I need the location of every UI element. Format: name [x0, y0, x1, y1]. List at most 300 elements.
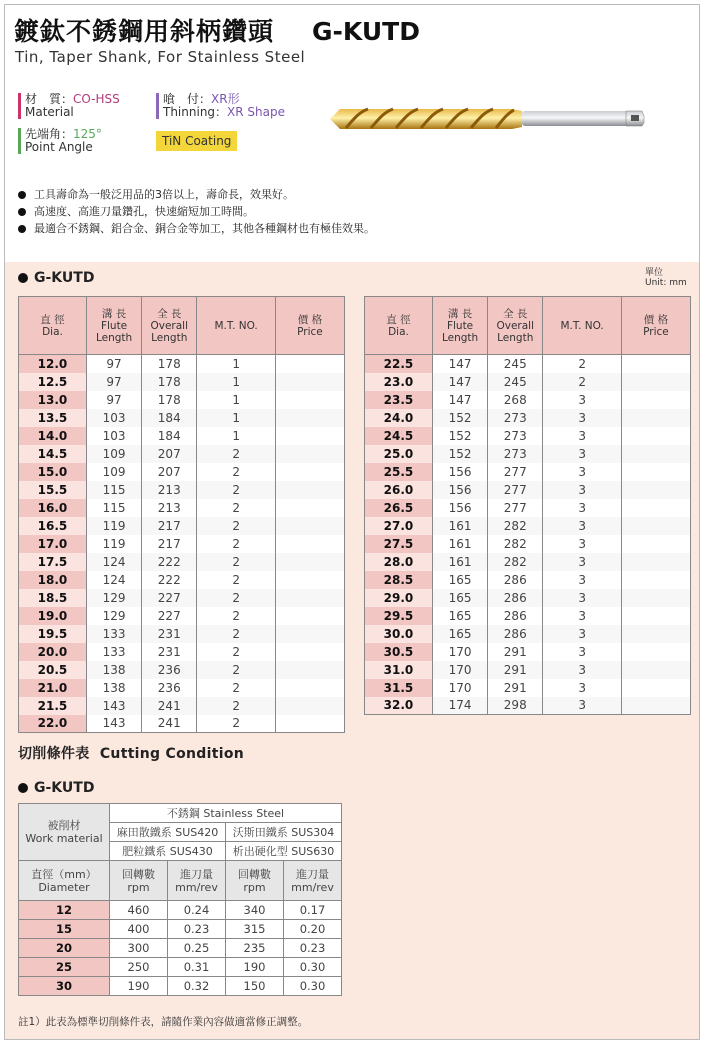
material-group: 不銹鋼 Stainless Steel [110, 804, 342, 823]
flute-length-cell: 115 [86, 481, 141, 499]
overall-length-cell: 282 [488, 535, 543, 553]
table-row [365, 625, 691, 643]
feed-cell: 0.23 [168, 920, 226, 939]
overall-length-cell: 184 [142, 427, 197, 445]
spec-point-label: 先端角： [25, 127, 74, 141]
overall-length-cell: 291 [488, 679, 543, 697]
overall-length-cell: 178 [142, 391, 197, 409]
mt-cell: 2 [543, 373, 622, 391]
table-row [19, 643, 345, 661]
overall-length-cell: 277 [488, 481, 543, 499]
rpm-cell: 235 [226, 939, 284, 958]
table-row [19, 445, 345, 463]
table-row [365, 535, 691, 553]
dia-cell: 21.0 [19, 679, 87, 697]
table-row [365, 517, 691, 535]
dia-cell: 18.0 [19, 571, 87, 589]
mt-cell: 3 [543, 409, 622, 427]
overall-length-cell: 286 [488, 589, 543, 607]
col-header-overall: 全 長 Overall Length [488, 297, 543, 355]
price-cell [275, 445, 344, 463]
mt-cell: 3 [543, 643, 622, 661]
dia-cell: 25.5 [365, 463, 433, 481]
dia-cell: 29.0 [365, 589, 433, 607]
overall-length-cell: 207 [142, 463, 197, 481]
mt-cell: 3 [543, 445, 622, 463]
price-cell [621, 481, 690, 499]
rpm-cell: 150 [226, 977, 284, 996]
diameter-cell: 12 [19, 901, 110, 920]
overall-length-cell: 282 [488, 517, 543, 535]
spec-material [18, 93, 120, 119]
material-sus430: 肥粒鐵系 SUS430 [110, 842, 226, 861]
table-row [365, 679, 691, 697]
flute-length-cell: 115 [86, 499, 141, 517]
table-row [19, 391, 345, 409]
price-cell [621, 643, 690, 661]
price-cell [275, 697, 344, 715]
mt-cell: 2 [197, 463, 276, 481]
price-cell [275, 427, 344, 445]
flute-length-cell: 152 [432, 445, 487, 463]
flute-length-cell: 161 [432, 535, 487, 553]
price-cell [275, 607, 344, 625]
table-row [19, 697, 345, 715]
price-cell [275, 625, 344, 643]
flute-length-cell: 103 [86, 427, 141, 445]
table-row [19, 409, 345, 427]
flute-length-cell: 156 [432, 499, 487, 517]
overall-length-cell: 178 [142, 373, 197, 391]
flute-length-cell: 97 [86, 355, 141, 373]
dia-cell: 25.0 [365, 445, 433, 463]
dia-cell: 26.5 [365, 499, 433, 517]
dia-cell: 24.5 [365, 427, 433, 445]
dia-cell: 17.5 [19, 553, 87, 571]
feature-item: 工具壽命為一般泛用品的3倍以上，壽命長，效果好。 [18, 186, 375, 203]
table-row [365, 571, 691, 589]
overall-length-cell: 217 [142, 535, 197, 553]
spec-thinning-value: XR形 [211, 92, 240, 106]
col-header-price: 價 格 Price [275, 297, 344, 355]
table-row [365, 697, 691, 715]
col-header-flute: 溝 長 Flute Length [432, 297, 487, 355]
mt-cell: 2 [197, 589, 276, 607]
overall-length-cell: 222 [142, 571, 197, 589]
rpm-cell: 460 [110, 901, 168, 920]
price-cell [275, 553, 344, 571]
price-cell [275, 409, 344, 427]
product-code: G-KUTD [312, 17, 420, 46]
flute-length-cell: 143 [86, 715, 141, 733]
mt-cell: 2 [197, 625, 276, 643]
dia-cell: 28.0 [365, 553, 433, 571]
flute-length-cell: 124 [86, 571, 141, 589]
flute-length-cell: 129 [86, 607, 141, 625]
table-row [19, 625, 345, 643]
table-row [365, 589, 691, 607]
overall-length-cell: 273 [488, 445, 543, 463]
diameter-cell: 20 [19, 939, 110, 958]
flute-length-cell: 147 [432, 391, 487, 409]
diameter-header: 直徑（mm） Diameter [19, 861, 110, 901]
spec-material-en: Material [25, 105, 74, 119]
diameter-cell: 25 [19, 958, 110, 977]
mt-cell: 3 [543, 427, 622, 445]
flute-length-cell: 129 [86, 589, 141, 607]
flute-length-cell: 152 [432, 409, 487, 427]
flute-length-cell: 152 [432, 427, 487, 445]
table-row [365, 553, 691, 571]
mt-cell: 1 [197, 409, 276, 427]
table-row [19, 499, 345, 517]
table-row [19, 607, 345, 625]
mt-cell: 2 [197, 517, 276, 535]
overall-length-cell: 227 [142, 589, 197, 607]
mt-cell: 3 [543, 625, 622, 643]
mt-cell: 2 [197, 481, 276, 499]
flute-length-cell: 174 [432, 697, 487, 715]
dia-cell: 20.0 [19, 643, 87, 661]
rpm-cell: 315 [226, 920, 284, 939]
dia-cell: 31.5 [365, 679, 433, 697]
dia-cell: 19.0 [19, 607, 87, 625]
work-material-header: 被削材 Work material [19, 804, 110, 861]
dia-cell: 18.5 [19, 589, 87, 607]
material-sus304: 沃斯田鐵系 SUS304 [226, 823, 342, 842]
price-cell [621, 661, 690, 679]
mt-cell: 3 [543, 589, 622, 607]
price-cell [275, 679, 344, 697]
page-title-zh: 鍍鈦不銹鋼用斜柄鑽頭 [14, 17, 275, 46]
mt-cell: 1 [197, 391, 276, 409]
flute-length-cell: 147 [432, 355, 487, 373]
overall-length-cell: 291 [488, 661, 543, 679]
table-row [19, 553, 345, 571]
table-row [365, 445, 691, 463]
price-cell [621, 697, 690, 715]
flute-length-cell: 165 [432, 607, 487, 625]
overall-length-cell: 286 [488, 571, 543, 589]
price-cell [621, 499, 690, 517]
price-cell [275, 373, 344, 391]
overall-length-cell: 184 [142, 409, 197, 427]
cutting-condition-title: 切削條件表 Cutting Condition [18, 746, 245, 762]
col-header-price: 價 格 Price [621, 297, 690, 355]
table-row [365, 427, 691, 445]
rpm-cell: 400 [110, 920, 168, 939]
overall-length-cell: 213 [142, 481, 197, 499]
table-row [19, 589, 345, 607]
mt-cell: 2 [197, 499, 276, 517]
feed-cell: 0.24 [168, 901, 226, 920]
unit-label: 單位 Unit: mm [645, 268, 687, 288]
flute-length-cell: 109 [86, 463, 141, 481]
table-row [19, 679, 345, 697]
overall-length-cell: 245 [488, 355, 543, 373]
mt-cell: 2 [197, 607, 276, 625]
mt-cell: 2 [197, 697, 276, 715]
price-cell [621, 679, 690, 697]
flute-length-cell: 109 [86, 445, 141, 463]
cutting-row [19, 977, 342, 996]
price-cell [275, 715, 344, 733]
table-row [19, 571, 345, 589]
dia-cell: 29.5 [365, 607, 433, 625]
price-cell [621, 589, 690, 607]
material-sus420: 麻田散鐵系 SUS420 [110, 823, 226, 842]
table-row [19, 481, 345, 499]
dimension-table-left [18, 296, 345, 733]
mt-cell: 1 [197, 355, 276, 373]
spec-thinning-en: Thinning： [163, 105, 228, 119]
price-cell [275, 661, 344, 679]
rpm-header: 回轉數 rpm [110, 861, 168, 901]
table-row [19, 661, 345, 679]
flute-length-cell: 119 [86, 517, 141, 535]
overall-length-cell: 207 [142, 445, 197, 463]
mt-cell: 2 [197, 553, 276, 571]
table-row [365, 463, 691, 481]
dia-cell: 16.5 [19, 517, 87, 535]
table-row [365, 607, 691, 625]
rpm-cell: 300 [110, 939, 168, 958]
dia-cell: 31.0 [365, 661, 433, 679]
table-row [365, 355, 691, 373]
flute-length-cell: 97 [86, 373, 141, 391]
diameter-cell: 15 [19, 920, 110, 939]
spec-thinning-label: 喰 付： [163, 92, 212, 106]
dia-cell: 20.5 [19, 661, 87, 679]
drill-image [326, 94, 651, 144]
overall-length-cell: 241 [142, 697, 197, 715]
price-cell [621, 373, 690, 391]
flute-length-cell: 133 [86, 643, 141, 661]
table-row [365, 661, 691, 679]
spec-point-angle [18, 128, 102, 154]
col-header-dia: 直 徑 Dia. [365, 297, 433, 355]
overall-length-cell: 231 [142, 643, 197, 661]
flute-length-cell: 170 [432, 679, 487, 697]
table-row [365, 373, 691, 391]
feed-cell: 0.23 [284, 939, 342, 958]
feature-item: 最適合不銹鋼、鋁合金、銅合金等加工，其他各種鋼材也有極佳效果。 [18, 220, 375, 237]
material-sus630: 析出硬化型 SUS630 [226, 842, 342, 861]
table-row [365, 391, 691, 409]
spec-material-value: CO-HSS [73, 92, 120, 106]
col-header-overall: 全 長 Overall Length [142, 297, 197, 355]
overall-length-cell: 282 [488, 553, 543, 571]
feed-cell: 0.20 [284, 920, 342, 939]
flute-length-cell: 165 [432, 589, 487, 607]
flute-length-cell: 161 [432, 553, 487, 571]
table-row [19, 373, 345, 391]
feed-cell: 0.32 [168, 977, 226, 996]
dia-cell: 14.0 [19, 427, 87, 445]
price-cell [275, 463, 344, 481]
overall-length-cell: 268 [488, 391, 543, 409]
overall-length-cell: 231 [142, 625, 197, 643]
spec-thinning-en-value: XR Shape [227, 105, 285, 119]
col-header-mt: M.T. NO. [197, 297, 276, 355]
dia-cell: 16.0 [19, 499, 87, 517]
price-cell [621, 355, 690, 373]
price-cell [275, 391, 344, 409]
flute-length-cell: 103 [86, 409, 141, 427]
flute-length-cell: 170 [432, 661, 487, 679]
dia-cell: 13.5 [19, 409, 87, 427]
rpm-cell: 250 [110, 958, 168, 977]
overall-length-cell: 241 [142, 715, 197, 733]
overall-length-cell: 245 [488, 373, 543, 391]
mt-cell: 3 [543, 481, 622, 499]
flute-length-cell: 133 [86, 625, 141, 643]
flute-length-cell: 119 [86, 535, 141, 553]
mt-cell: 3 [543, 607, 622, 625]
flute-length-cell: 147 [432, 373, 487, 391]
overall-length-cell: 236 [142, 679, 197, 697]
feed-cell: 0.17 [284, 901, 342, 920]
cutting-row [19, 920, 342, 939]
col-header-mt: M.T. NO. [543, 297, 622, 355]
overall-length-cell: 273 [488, 409, 543, 427]
mt-cell: 3 [543, 535, 622, 553]
dia-cell: 32.0 [365, 697, 433, 715]
dia-cell: 27.0 [365, 517, 433, 535]
flute-length-cell: 156 [432, 463, 487, 481]
flute-length-cell: 165 [432, 625, 487, 643]
spec-material-label: 材 質： [25, 92, 74, 106]
flute-length-cell: 124 [86, 553, 141, 571]
mt-cell: 2 [197, 661, 276, 679]
price-cell [275, 571, 344, 589]
overall-length-cell: 213 [142, 499, 197, 517]
flute-length-cell: 97 [86, 391, 141, 409]
cutting-condition-table [18, 803, 342, 996]
dia-cell: 23.0 [365, 373, 433, 391]
feed-cell: 0.25 [168, 939, 226, 958]
mt-cell: 3 [543, 391, 622, 409]
dia-cell: 19.5 [19, 625, 87, 643]
coating-badge: TiN Coating [156, 131, 237, 151]
col-header-flute: 溝 長 Flute Length [86, 297, 141, 355]
flute-length-cell: 143 [86, 697, 141, 715]
flute-length-cell: 156 [432, 481, 487, 499]
feed-header: 進刀量 mm/rev [168, 861, 226, 901]
overall-length-cell: 236 [142, 661, 197, 679]
price-cell [621, 463, 690, 481]
bullet-icon [18, 191, 26, 199]
mt-cell: 2 [543, 355, 622, 373]
overall-length-cell: 277 [488, 499, 543, 517]
dia-cell: 30.0 [365, 625, 433, 643]
overall-length-cell: 286 [488, 607, 543, 625]
rpm-cell: 340 [226, 901, 284, 920]
overall-length-cell: 291 [488, 643, 543, 661]
rpm-cell: 190 [110, 977, 168, 996]
price-cell [275, 535, 344, 553]
dia-cell: 22.5 [365, 355, 433, 373]
dia-cell: 21.5 [19, 697, 87, 715]
mt-cell: 3 [543, 679, 622, 697]
mt-cell: 1 [197, 373, 276, 391]
mt-cell: 2 [197, 643, 276, 661]
dia-cell: 30.5 [365, 643, 433, 661]
cutting-row [19, 901, 342, 920]
table-row [365, 643, 691, 661]
mt-cell: 2 [197, 571, 276, 589]
cutting-row [19, 958, 342, 977]
dia-cell: 23.5 [365, 391, 433, 409]
footnote: 註1）此表為標準切削條件表，請隨作業內容做適當修正調整。 [18, 1016, 309, 1028]
table-row [19, 535, 345, 553]
price-cell [275, 355, 344, 373]
dia-cell: 17.0 [19, 535, 87, 553]
mt-cell: 3 [543, 499, 622, 517]
feature-item: 高速度、高進刀量鑽孔，快速縮短加工時間。 [18, 203, 375, 220]
price-cell [621, 553, 690, 571]
mt-cell: 3 [543, 697, 622, 715]
price-cell [621, 607, 690, 625]
feed-cell: 0.30 [284, 977, 342, 996]
dia-cell: 15.0 [19, 463, 87, 481]
feed-cell: 0.31 [168, 958, 226, 977]
mt-cell: 3 [543, 517, 622, 535]
dia-cell: 13.0 [19, 391, 87, 409]
bullet-icon [18, 208, 26, 216]
bullet-icon [18, 273, 28, 283]
flute-length-cell: 165 [432, 571, 487, 589]
dia-cell: 12.5 [19, 373, 87, 391]
price-cell [275, 643, 344, 661]
price-cell [275, 481, 344, 499]
price-cell [621, 427, 690, 445]
overall-length-cell: 178 [142, 355, 197, 373]
feed-header: 進刀量 mm/rev [284, 861, 342, 901]
mt-cell: 2 [197, 445, 276, 463]
price-cell [621, 445, 690, 463]
section-title-cutting: G-KUTD [18, 780, 94, 796]
mt-cell: 1 [197, 427, 276, 445]
dia-cell: 14.5 [19, 445, 87, 463]
table-row [19, 355, 345, 373]
dia-cell: 27.5 [365, 535, 433, 553]
flute-length-cell: 138 [86, 679, 141, 697]
mt-cell: 3 [543, 553, 622, 571]
dia-cell: 15.5 [19, 481, 87, 499]
price-cell [621, 625, 690, 643]
price-cell [621, 517, 690, 535]
price-cell [621, 391, 690, 409]
spec-point-value: 125° [73, 127, 102, 141]
price-cell [275, 499, 344, 517]
dia-cell: 22.0 [19, 715, 87, 733]
mt-cell: 2 [197, 535, 276, 553]
price-cell [621, 571, 690, 589]
flute-length-cell: 170 [432, 643, 487, 661]
dia-cell: 26.0 [365, 481, 433, 499]
cutting-row [19, 939, 342, 958]
dia-cell: 24.0 [365, 409, 433, 427]
overall-length-cell: 273 [488, 427, 543, 445]
page-subtitle: Tin, Taper Shank, For Stainless Steel [15, 48, 306, 66]
col-header-dia: 直 徑 Dia. [19, 297, 87, 355]
overall-length-cell: 277 [488, 463, 543, 481]
spec-thinning [156, 93, 285, 119]
bullet-icon [18, 783, 28, 793]
diameter-cell: 30 [19, 977, 110, 996]
table-row [365, 481, 691, 499]
